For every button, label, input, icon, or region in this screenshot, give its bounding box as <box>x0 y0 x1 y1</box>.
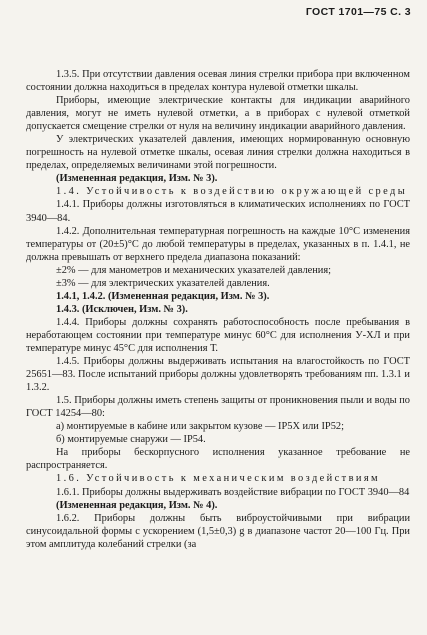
paragraph: 1.4.5. Приборы должны выдерживать испытания на влагостойкость по ГОСТ 25651—83. После испытаний приборы должны удовлетворять требованиям пп. 1.3.1 и 1.3.2. <box>26 356 410 394</box>
list-item: а) монтируемые в кабине или закрытом кузове — IP5X или IP52; <box>56 421 344 433</box>
paragraph: 1.3.5. При отсутствии давления осевая линия стрелки прибора при включенном состоянии должна находиться в пределах контура нулевой отметки шкалы. <box>26 69 410 94</box>
amendment-note: 1.4.3. (Исключен, Изм. № 3). <box>56 303 188 315</box>
paragraph: На приборы бескорпусного исполнения указанное требование не распространяется. <box>26 447 410 472</box>
page-header: ГОСТ 1701—75 С. 3 <box>305 6 411 18</box>
list-item: ±2% — для манометров и механических указателей давления; <box>56 264 332 276</box>
section-heading: 1.4. Устойчивость к воздействию окружающей среды <box>56 186 408 198</box>
paragraph: У электрических указателей давления, имеющих нормированную основную погрешность на нулевой отметке шкалы, осевая линия стрелки должна находиться в пределах, определяемых величинами этой погрешности. <box>26 134 410 172</box>
paragraph: 1.5. Приборы должны иметь степень защиты от проникновения пыли и воды по ГОСТ 14254—80: <box>26 395 410 420</box>
list-item: ±3% — для электрических указателей давления. <box>56 277 270 289</box>
paragraph: 1.4.4. Приборы должны сохранять работоспособность после пребывания в нерaботающем состоянии при температуре минус 60°С для исполнения У-ХЛ и при температуре минус 45°С для исполнения Т. <box>26 316 410 354</box>
document-body <box>26 68 410 551</box>
paragraph: 1.4.2. Дополнительная температурная погрешность на каждые 10°С изменения температуры от (20±5)°С до любой температуры в пределах, указанных в п. 1.4.1, не должна превышать от верхнего предела диапазона показаний: <box>26 225 410 263</box>
amendment-note: (Измененная редакция, Изм. № 4). <box>56 499 218 511</box>
list-item: б) монтируемые снаружи — IP54. <box>56 434 206 446</box>
paragraph: 1.6.1. Приборы должны выдерживать воздействие вибрации по ГОСТ 3940—84 <box>56 486 410 498</box>
paragraph: Приборы, имеющие электрические контакты для индикации аварийного давления, могут не иметь нулевой отметки, а в приборах с нулевой отметкой допускается смещение стрелки от нуля на величину индикации аварийного давления. <box>26 95 410 133</box>
amendment-note: 1.4.1, 1.4.2. (Измененная редакция, Изм. № 3). <box>56 290 270 302</box>
paragraph: 1.4.1. Приборы должны изготовляться в климатических исполнениях по ГОСТ 3940—84. <box>26 199 410 224</box>
section-heading: 1.6. Устойчивость к механическим воздействиям <box>56 473 380 485</box>
paragraph: 1.6.2. Приборы должны быть виброустойчивыми при вибрации синусоидальной формы с ускорением (1,5±0,3) g в диапазоне частот 20—100 Гц. При этом амплитуда колебаний стрелки (за <box>26 512 410 550</box>
amendment-note: (Измененная редакция, Изм. № 3). <box>56 173 218 185</box>
